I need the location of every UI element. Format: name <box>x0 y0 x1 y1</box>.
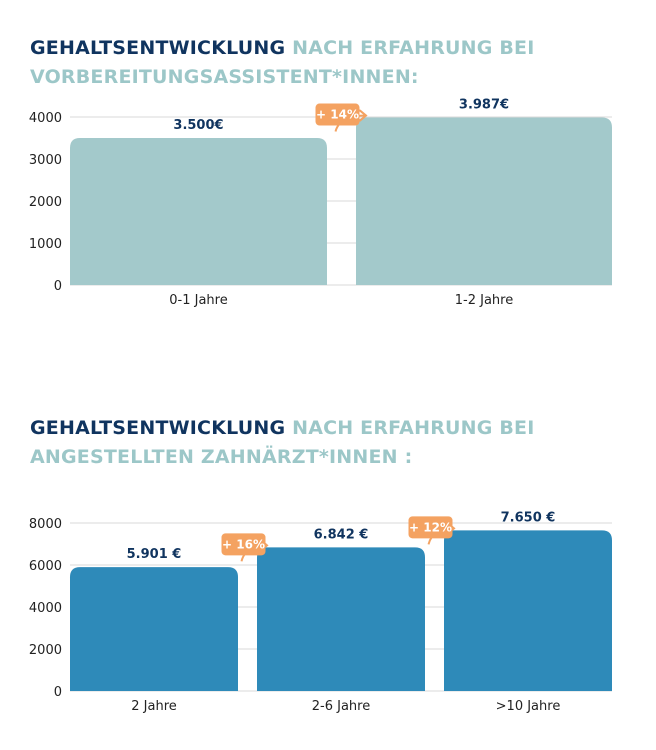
chart-title-assistants <box>30 34 630 92</box>
bar <box>356 118 612 285</box>
title-emphasis: GEHALTSENTWICKLUNG <box>30 37 286 59</box>
title-emphasis: GEHALTSENTWICKLUNG <box>30 417 286 439</box>
increase-label: + 16% <box>222 537 265 552</box>
y-tick-label: 0 <box>53 685 62 700</box>
data-label: 3.987€ <box>458 97 510 113</box>
increase-label: + 12% <box>409 520 452 535</box>
x-tick-label: 1-2 Jahre <box>454 293 514 308</box>
y-tick-label: 4000 <box>28 111 62 126</box>
y-tick-label: 8000 <box>28 517 62 532</box>
bar <box>70 567 238 691</box>
title-rest: NACH ERFAHRUNG BEI ANGESTELLTEN ZAHNÄRZT*INNEN : <box>30 417 535 468</box>
x-tick-label: 0-1 Jahre <box>169 293 228 308</box>
y-tick-label: 4000 <box>28 601 62 616</box>
x-tick-label: 2 Jahre <box>131 699 177 714</box>
y-tick-label: 2000 <box>28 643 62 658</box>
salary-chart-assistants <box>0 86 656 316</box>
x-tick-label: 2-6 Jahre <box>311 699 371 714</box>
y-tick-label: 0 <box>53 279 62 294</box>
y-tick-label: 1000 <box>28 237 62 252</box>
data-label: 7.650 € <box>500 510 556 526</box>
x-tick-label: >10 Jahre <box>495 699 561 714</box>
salary-chart-dentists <box>0 486 656 726</box>
bar <box>257 547 425 691</box>
data-label: 6.842 € <box>313 527 369 543</box>
increase-label: + 14% <box>316 107 359 122</box>
y-tick-label: 6000 <box>28 559 62 574</box>
y-tick-label: 3000 <box>28 153 62 168</box>
data-label: 3.500€ <box>173 118 224 133</box>
bar <box>444 530 612 691</box>
y-tick-label: 2000 <box>28 195 62 210</box>
chart-title-dentists <box>30 414 630 472</box>
data-label: 5.901 € <box>126 547 182 563</box>
bar <box>70 138 327 285</box>
title-rest: NACH ERFAHRUNG BEI VORBEREITUNGSASSISTENT*INNEN: <box>30 37 535 88</box>
